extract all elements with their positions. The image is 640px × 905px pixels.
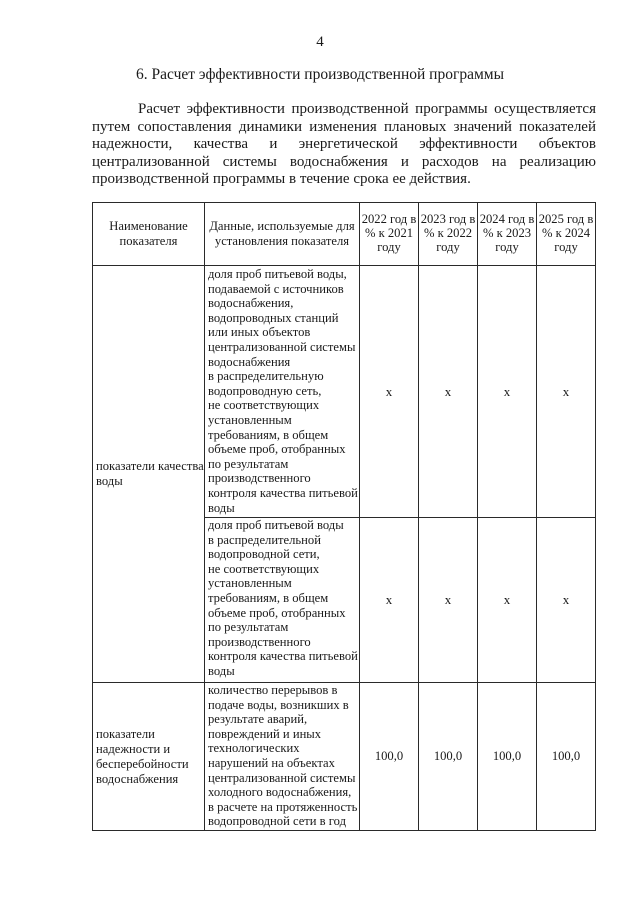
table-cell: х [478,266,537,518]
table-cell: х [419,518,478,683]
header-year-2024: 2024 год в % к 2023 году [478,203,537,266]
header-year-2025: 2025 год в % к 2024 году [537,203,596,266]
page-number: 4 [316,34,324,50]
table-cell: х [537,518,596,683]
header-year-2022: 2022 год в % к 2021 году [360,203,419,266]
indicator-description: количество перерывов в подаче воды, возникших в результате аварий, повреждений и иных технологических нарушений на объектах централизованной системы холодного водоснабжения, в расчете на протяженность водопроводной сети в год [205,683,360,831]
table-cell: 100,0 [360,683,419,831]
section-title: 6. Расчет эффективности производственной программы [136,66,504,83]
indicator-group-name: показатели качества воды [93,266,205,683]
header-data-used: Данные, используемые для установления показателя [205,203,360,266]
indicator-group-name: показатели надежности и бесперебойности водоснабжения [93,683,205,831]
table-cell: х [360,518,419,683]
table-row [93,683,596,831]
table-cell: х [419,266,478,518]
table-cell: 100,0 [419,683,478,831]
table-cell: 100,0 [478,683,537,831]
table-row [93,266,596,518]
indicator-description: доля проб питьевой воды, подаваемой с источников водоснабжения, водопроводных станций или иных объектов централизованной системы водоснабжения в распределительную водопроводную сеть, не соответствующих установленным требованиям, в общем объеме проб, отобранных по результатам производственного контроля качества питьевой воды [205,266,360,518]
header-year-2023: 2023 год в % к 2022 году [419,203,478,266]
header-indicator-name: Наименование показателя [93,203,205,266]
table-cell: 100,0 [537,683,596,831]
table-cell: х [537,266,596,518]
indicator-description: доля проб питьевой воды в распределительной водопроводной сети, не соответствующих установленным требованиям, в общем объеме проб, отобранных по результатам производственного контроля качества питьевой воды [205,518,360,683]
table-header-row [93,203,596,266]
indicators-table [92,202,596,831]
intro-paragraph: Расчет эффективности производственной программы осуществляется путем сопоставления динамики изменения плановых значений показателей надежности, качества и энергетической эффективности объектов централизованной системы водоснабжения и расходов на реализацию производственной программы в течение срока ее действия. [92,101,596,188]
table-cell: х [360,266,419,518]
table-cell: х [478,518,537,683]
